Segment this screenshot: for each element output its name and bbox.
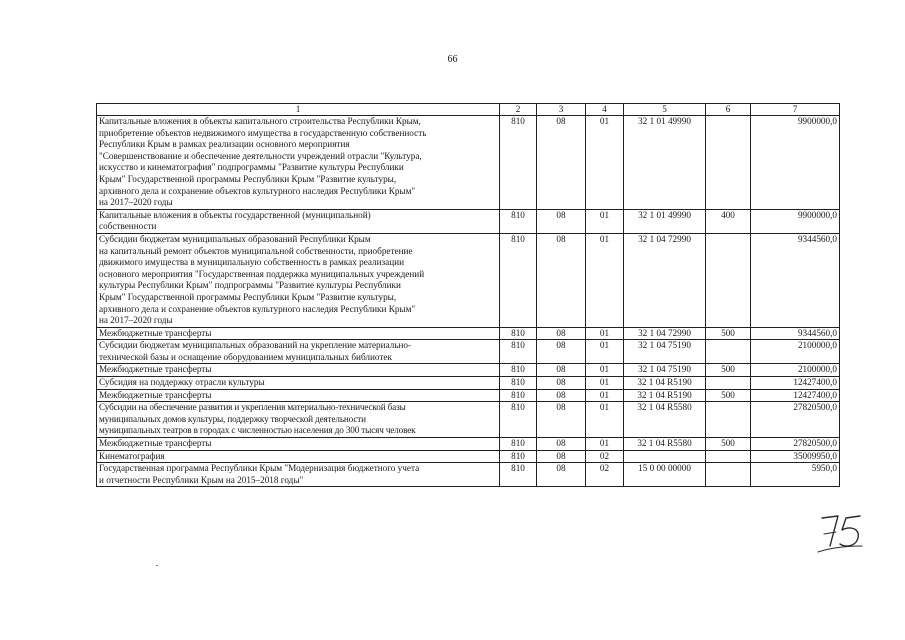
- row-code: 810: [500, 340, 537, 364]
- row-name: Государственная программа Республики Крым "Модернизация бюджетного учета и отчетности Республики Крым на 2015–2018 годы": [97, 463, 500, 487]
- row-subsection: 02: [586, 450, 624, 463]
- column-header: 5: [624, 104, 706, 116]
- row-section: 08: [537, 377, 586, 390]
- row-name: Межбюджетные трансферты: [97, 327, 500, 340]
- row-name: Кинематография: [97, 450, 500, 463]
- row-amount: 12427400,0: [751, 377, 840, 390]
- row-section: 08: [537, 364, 586, 377]
- row-amount: 5950,0: [751, 463, 840, 487]
- table-row: [97, 438, 840, 451]
- row-name: Субсидии бюджетам муниципальных образований на укрепление материально- технической базы и оснащение оборудованием муниципальных библиотек: [97, 340, 500, 364]
- row-expense-type: [706, 233, 751, 327]
- row-name: Субсидии на обеспечение развития и укрепления материально-технической базы муниципальных домов культуры, поддержку творческой деятельности муниципальных театров в городах с численностью населения до 300 тысяч человек: [97, 402, 500, 438]
- row-code: 810: [500, 450, 537, 463]
- row-amount: 9344560,0: [751, 327, 840, 340]
- row-name: Субсидия на поддержку отрасли культуры: [97, 377, 500, 390]
- row-section: 08: [537, 450, 586, 463]
- row-name: Межбюджетные трансферты: [97, 438, 500, 451]
- row-amount: 9900000,0: [751, 209, 840, 233]
- column-header: 4: [586, 104, 624, 116]
- row-section: 08: [537, 233, 586, 327]
- column-header: 1: [97, 104, 500, 116]
- row-target-article: 32 1 04 R5190: [624, 389, 706, 402]
- row-expense-type: [706, 450, 751, 463]
- row-subsection: 01: [586, 233, 624, 327]
- row-section: 08: [537, 209, 586, 233]
- table-row: [97, 327, 840, 340]
- row-target-article: 32 1 01 49990: [624, 209, 706, 233]
- table-row: [97, 450, 840, 463]
- row-code: 810: [500, 402, 537, 438]
- row-amount: 2100000,0: [751, 364, 840, 377]
- row-amount: 12427400,0: [751, 389, 840, 402]
- row-expense-type: 500: [706, 438, 751, 451]
- row-subsection: 01: [586, 116, 624, 210]
- row-target-article: 32 1 04 75190: [624, 364, 706, 377]
- row-code: 810: [500, 389, 537, 402]
- row-amount: 2100000,0: [751, 340, 840, 364]
- row-subsection: 01: [586, 340, 624, 364]
- row-target-article: 32 1 04 R5190: [624, 377, 706, 390]
- table-row: [97, 364, 840, 377]
- row-code: 810: [500, 116, 537, 210]
- row-amount: 35009950,0: [751, 450, 840, 463]
- row-subsection: 01: [586, 377, 624, 390]
- row-amount: 27820500,0: [751, 402, 840, 438]
- row-section: 08: [537, 463, 586, 487]
- row-subsection: 01: [586, 438, 624, 451]
- row-name: Капитальные вложения в объекты капитального строительства Республики Крым, приобретение объектов недвижимого имущества в государственную собственность Республики Крым в рамках реализации основного мероприятия "Совершенствование и обеспечение деятельности учреждений отрасли "Культура, искусство и кинематография" подпрограммы "Развитие культуры Республики Крым" Государственной программы Республики Крым "Развитие культуры, архивного дела и сохранение объектов культурного наследия Республики Крым" на 2017–2020 годы: [97, 116, 500, 210]
- row-code: 810: [500, 364, 537, 377]
- row-section: 08: [537, 389, 586, 402]
- row-subsection: 01: [586, 364, 624, 377]
- row-target-article: 32 1 01 49990: [624, 116, 706, 210]
- row-subsection: 02: [586, 463, 624, 487]
- row-section: 08: [537, 116, 586, 210]
- table-row: [97, 402, 840, 438]
- row-amount: 27820500,0: [751, 438, 840, 451]
- row-code: 810: [500, 233, 537, 327]
- row-expense-type: 400: [706, 209, 751, 233]
- handwritten-page-number: [816, 512, 876, 556]
- row-name: Субсидии бюджетам муниципальных образований Республики Крым на капитальный ремонт объектов муниципальной собственности, приобретение движимого имущества в муниципальную собственность в рамках реализации основного мероприятия "Государственная поддержка муниципальных учреждений культуры Республики Крым" подпрограммы "Развитие культуры Республики Крым" Государственной программы Республики Крым "Развитие культуры, архивного дела и сохранение объектов культурного наследия Республики Крым" на 2017–2020 годы: [97, 233, 500, 327]
- row-section: 08: [537, 340, 586, 364]
- table-row: [97, 116, 840, 210]
- row-subsection: 01: [586, 389, 624, 402]
- row-code: 810: [500, 209, 537, 233]
- row-code: 810: [500, 377, 537, 390]
- row-name: Капитальные вложения в объекты государственной (муниципальной) собственности: [97, 209, 500, 233]
- row-expense-type: [706, 116, 751, 210]
- table-row: [97, 377, 840, 390]
- row-target-article: 32 1 04 R5580: [624, 402, 706, 438]
- row-target-article: [624, 450, 706, 463]
- row-target-article: 32 1 04 72990: [624, 327, 706, 340]
- row-target-article: 32 1 04 72990: [624, 233, 706, 327]
- row-code: 810: [500, 438, 537, 451]
- row-expense-type: 500: [706, 364, 751, 377]
- row-amount: 9344560,0: [751, 233, 840, 327]
- table-row: [97, 233, 840, 327]
- row-section: 08: [537, 327, 586, 340]
- row-expense-type: 500: [706, 389, 751, 402]
- column-header: 3: [537, 104, 586, 116]
- row-name: Межбюджетные трансферты: [97, 389, 500, 402]
- table-row: [97, 340, 840, 364]
- row-target-article: 32 1 04 R5580: [624, 438, 706, 451]
- row-section: 08: [537, 402, 586, 438]
- row-expense-type: [706, 402, 751, 438]
- row-subsection: 01: [586, 402, 624, 438]
- row-target-article: 15 0 00 00000: [624, 463, 706, 487]
- budget-table: [96, 103, 840, 487]
- row-subsection: 01: [586, 327, 624, 340]
- row-name: Межбюджетные трансферты: [97, 364, 500, 377]
- page-number: 66: [447, 54, 458, 65]
- table-header-row: [97, 104, 840, 116]
- scan-speck: [156, 565, 158, 566]
- row-expense-type: 500: [706, 327, 751, 340]
- row-code: 810: [500, 463, 537, 487]
- row-section: 08: [537, 438, 586, 451]
- column-header: 6: [706, 104, 751, 116]
- row-subsection: 01: [586, 209, 624, 233]
- table-row: [97, 389, 840, 402]
- row-target-article: 32 1 04 75190: [624, 340, 706, 364]
- row-expense-type: [706, 377, 751, 390]
- row-expense-type: [706, 340, 751, 364]
- row-code: 810: [500, 327, 537, 340]
- table-row: [97, 463, 840, 487]
- column-header: 7: [751, 104, 840, 116]
- row-expense-type: [706, 463, 751, 487]
- column-header: 2: [500, 104, 537, 116]
- table-row: [97, 209, 840, 233]
- row-amount: 9900000,0: [751, 116, 840, 210]
